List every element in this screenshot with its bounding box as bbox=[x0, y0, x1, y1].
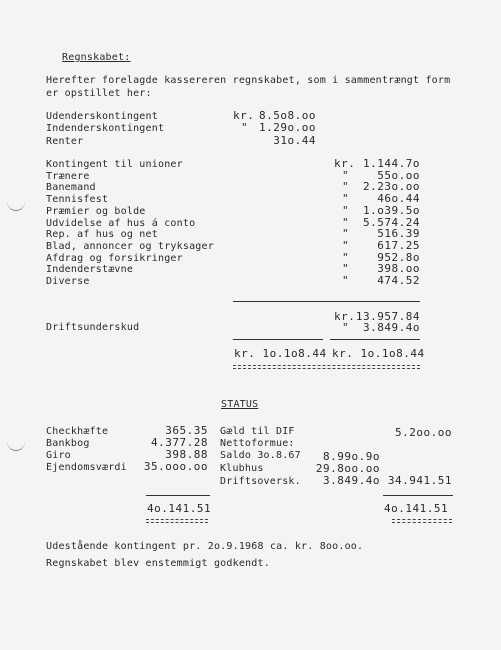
expense-label: Udvidelse af hus á conto bbox=[46, 217, 196, 229]
equity-label: Nettoformue: bbox=[220, 438, 295, 449]
equity-row-label: Klubhus bbox=[220, 463, 264, 474]
expense-amount: 952.8o bbox=[377, 250, 420, 264]
income-prefix: " bbox=[241, 121, 249, 134]
expense-subtotal-rule bbox=[233, 301, 420, 302]
expense-amount: 516.39 bbox=[377, 227, 420, 241]
asset-amount: 365.35 bbox=[165, 424, 208, 437]
deficit-prefix: " bbox=[342, 321, 350, 334]
income-label: Indenderskontingent bbox=[46, 123, 165, 134]
asset-label: Giro bbox=[46, 450, 71, 461]
balance-rule-left bbox=[146, 495, 210, 496]
expense-prefix: " bbox=[342, 215, 350, 229]
grand-total-rule-left bbox=[233, 339, 323, 340]
expense-amount: 398.oo bbox=[377, 262, 420, 276]
grand-total-rule-right bbox=[330, 339, 420, 340]
expense-prefix: " bbox=[342, 262, 350, 276]
equity-row-label: Saldo 3o.8.67 bbox=[220, 450, 301, 461]
expense-label: Diverse bbox=[46, 276, 90, 287]
equity-total: 34.941.51 bbox=[387, 474, 452, 487]
debt-label: Gæld til DIF bbox=[220, 426, 295, 437]
income-label: Renter bbox=[46, 136, 84, 147]
expense-label: Trænere bbox=[46, 170, 90, 182]
expense-amount: 1.o39.5o bbox=[363, 203, 420, 217]
balance-left: 4o.141.51 bbox=[147, 502, 212, 515]
punch-hole-top bbox=[7, 200, 25, 211]
income-amount: 1.29o.oo bbox=[259, 121, 316, 134]
punch-hole-bottom bbox=[7, 440, 25, 451]
asset-amount: 398.88 bbox=[165, 448, 208, 461]
equity-row-amount: 8.99o.9o bbox=[323, 450, 380, 463]
expense-prefix: " bbox=[342, 192, 350, 206]
expense-label: Præmier og bolde bbox=[46, 205, 146, 217]
expense-amount: 2.23o.oo bbox=[363, 180, 420, 194]
asset-label: Checkhæfte bbox=[46, 426, 109, 437]
deficit-label: Driftsunderskud bbox=[46, 322, 140, 333]
expense-label: Banemand bbox=[46, 182, 96, 194]
intro-line-1: Herefter forelagde kassereren regnskabet, som i sammentrængt form bbox=[46, 75, 451, 86]
expense-amount: 5.574.24 bbox=[363, 215, 420, 229]
asset-label: Bankbog bbox=[46, 438, 90, 449]
grand-total-expense: kr. 1o.1o8.44 bbox=[332, 347, 425, 360]
balance-right: 4o.141.51 bbox=[384, 502, 449, 515]
expense-amount: 474.52 bbox=[377, 274, 420, 287]
expense-amount: 617.25 bbox=[377, 238, 420, 252]
expense-label: Rep. af hus og net bbox=[46, 229, 158, 241]
expense-prefix: " bbox=[342, 180, 350, 194]
equity-row-label: Driftsoversk. bbox=[220, 476, 301, 487]
income-label: Udenderskontingent bbox=[46, 111, 158, 122]
equity-row-amount: 3.849.4o bbox=[323, 474, 380, 487]
footer-line-2: Regnskabet blev enstemmigt godkendt. bbox=[46, 558, 270, 569]
expense-amount: 46o.44 bbox=[377, 192, 420, 206]
expense-amount: 1.144.7o bbox=[363, 157, 420, 170]
equity-row-amount: 29.8oo.oo bbox=[315, 462, 380, 475]
expense-label: Blad, annoncer og tryksager bbox=[46, 240, 214, 252]
balance-double-rule-left bbox=[146, 519, 208, 523]
expense-label: Afdrag og forsikringer bbox=[46, 252, 183, 264]
expense-prefix: " bbox=[342, 227, 350, 241]
income-prefix: kr. bbox=[233, 109, 255, 122]
expense-prefix: " bbox=[342, 274, 350, 287]
status-heading: STATUS bbox=[221, 399, 259, 410]
income-amount: 31o.44 bbox=[273, 134, 316, 147]
balance-double-rule-right bbox=[392, 519, 452, 523]
expense-prefix: kr. bbox=[334, 157, 356, 170]
expense-label: Indenderstævne bbox=[46, 264, 134, 276]
expense-label: Tennisfest bbox=[46, 194, 109, 206]
grand-total-income: kr. 1o.1o8.44 bbox=[234, 347, 327, 360]
asset-label: Ejendomsværdi bbox=[46, 462, 127, 473]
asset-amount: 35.ooo.oo bbox=[143, 460, 208, 473]
footer-line-1: Udestående kontingent pr. 2o.9.1968 ca. kr. 8oo.oo. bbox=[46, 541, 364, 552]
balance-rule-right bbox=[383, 495, 453, 496]
intro-line-2: er opstillet her: bbox=[46, 88, 152, 99]
debt-amount: 5.2oo.oo bbox=[395, 426, 452, 439]
expense-total-prefix: kr. bbox=[334, 310, 356, 323]
expense-prefix: " bbox=[342, 238, 350, 252]
expense-label: Kontingent til unioner bbox=[46, 159, 183, 170]
asset-amount: 4.377.28 bbox=[151, 436, 208, 449]
grand-total-double-rule bbox=[233, 365, 420, 369]
expense-amount: 55o.oo bbox=[377, 168, 420, 182]
income-amount: 8.5o8.oo bbox=[259, 109, 316, 122]
section-heading: Regnskabet: bbox=[62, 52, 131, 63]
expense-prefix: " bbox=[342, 203, 350, 217]
expense-total-amount: 13.957.84 bbox=[355, 310, 420, 323]
deficit-amount: 3.849.4o bbox=[363, 321, 420, 334]
expense-prefix: " bbox=[342, 250, 350, 264]
expense-prefix: " bbox=[342, 168, 350, 182]
